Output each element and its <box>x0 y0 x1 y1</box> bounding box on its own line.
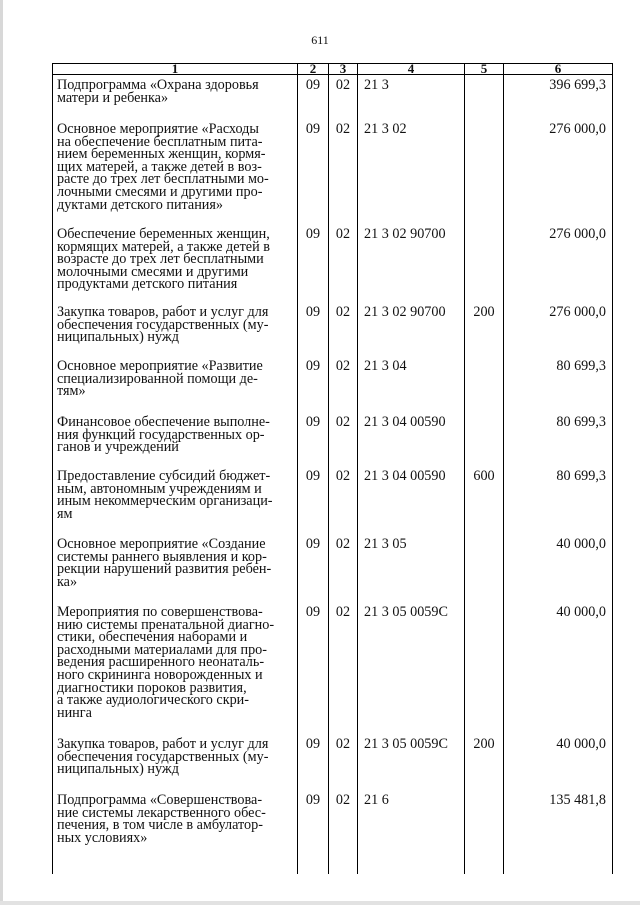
name-line: ганов и учреждений <box>57 439 179 456</box>
target-code-cell: 21 6 <box>358 790 465 874</box>
name-line: Закупка товаров, работ и услуг для <box>57 304 269 320</box>
name-line: ного скрининга новорожденных и <box>57 666 263 683</box>
table-row <box>53 119 613 224</box>
column-header-1: 1 <box>53 64 298 75</box>
name-line: обеспечения государственных (му- <box>57 316 269 333</box>
expense-type-cell <box>465 356 504 412</box>
table-row <box>53 466 613 534</box>
table-row <box>53 602 613 734</box>
subsection-cell: 02 <box>329 734 358 790</box>
row-name-cell <box>53 466 298 534</box>
name-line: обеспечения государственных (му- <box>57 748 269 765</box>
name-line: Основное мероприятие «Развитие <box>57 358 263 374</box>
name-line: Предоставление субсидий бюджет- <box>57 468 271 484</box>
target-code-cell: 21 3 02 <box>358 119 465 224</box>
row-name-cell <box>53 75 298 120</box>
section-cell: 09 <box>298 224 329 302</box>
target-code-cell: 21 3 05 <box>358 534 465 602</box>
name-line: а также аудиологического скри- <box>57 692 250 709</box>
name-line: Финансовое обеспечение выполне- <box>57 414 270 430</box>
row-name-cell <box>53 412 298 466</box>
name-line: молочными смесями и другими <box>57 263 249 280</box>
row-name-cell <box>53 534 298 602</box>
amount-cell: 276 000,0 <box>504 302 613 356</box>
subsection-cell: 02 <box>329 356 358 412</box>
name-line: ным, автономным учреждениям и <box>57 480 262 497</box>
name-line: системы раннего выявления и кор- <box>57 548 267 565</box>
amount-cell: 40 000,0 <box>504 602 613 734</box>
name-line: диагностики пороков развития, <box>57 679 247 696</box>
target-code-cell: 21 3 04 00590 <box>358 412 465 466</box>
table-header-row <box>53 64 613 75</box>
name-line: кормящих матерей, а также детей в <box>57 238 270 255</box>
expense-type-cell: 200 <box>465 302 504 356</box>
row-name-cell <box>53 356 298 412</box>
subsection-cell: 02 <box>329 602 358 734</box>
target-code-cell: 21 3 02 90700 <box>358 302 465 356</box>
name-line: Подпрограмма «Охрана здоровья <box>57 77 259 93</box>
name-line: ния функций государственных ор- <box>57 426 265 443</box>
name-line: дуктами детского питания» <box>57 196 224 213</box>
name-line: ка» <box>57 573 78 590</box>
name-line: продуктами детского питания <box>57 276 238 293</box>
name-line: щих матерей, а также детей в воз- <box>57 158 262 175</box>
name-line: Подпрограмма «Совершенствова- <box>57 792 263 808</box>
expense-type-cell <box>465 412 504 466</box>
name-line: Обеспечение беременных женщин, <box>57 226 270 242</box>
row-name-cell <box>53 790 298 874</box>
name-line: ниципальных) нужд <box>57 761 179 778</box>
name-line: тям» <box>57 383 86 400</box>
expense-type-cell <box>465 119 504 224</box>
section-cell: 09 <box>298 75 329 120</box>
target-code-cell: 21 3 02 90700 <box>358 224 465 302</box>
name-line: Мероприятия по совершенствова- <box>57 604 263 620</box>
name-line: нию системы пренатальной диагно- <box>57 616 275 633</box>
expense-type-cell <box>465 790 504 874</box>
expense-type-cell: 600 <box>465 466 504 534</box>
amount-cell: 135 481,8 <box>504 790 613 874</box>
name-line: нинга <box>57 704 92 721</box>
section-cell: 09 <box>298 119 329 224</box>
subsection-cell: 02 <box>329 224 358 302</box>
row-name-cell <box>53 302 298 356</box>
row-name-cell <box>53 224 298 302</box>
expense-type-cell: 200 <box>465 734 504 790</box>
scan-left-edge <box>0 0 3 905</box>
column-header-3: 3 <box>329 64 358 75</box>
column-header-6: 6 <box>504 64 613 75</box>
subsection-cell: 02 <box>329 466 358 534</box>
subsection-cell: 02 <box>329 412 358 466</box>
name-line: иным некоммерческим организаци- <box>57 493 273 510</box>
budget-table <box>52 63 613 874</box>
name-line: стики, обеспечения наборами и <box>57 629 248 646</box>
section-cell: 09 <box>298 790 329 874</box>
table-row <box>53 302 613 356</box>
amount-cell: 80 699,3 <box>504 466 613 534</box>
subsection-cell: 02 <box>329 75 358 120</box>
amount-cell: 276 000,0 <box>504 224 613 302</box>
table-row <box>53 356 613 412</box>
row-name-cell <box>53 602 298 734</box>
name-line: нием беременных женщин, кормя- <box>57 146 266 163</box>
name-line: возрасте до трех лет бесплатными <box>57 251 264 268</box>
name-line: ведения расширенного неонаталь- <box>57 654 265 671</box>
amount-cell: 80 699,3 <box>504 412 613 466</box>
expense-type-cell <box>465 75 504 120</box>
section-cell: 09 <box>298 302 329 356</box>
name-line: ниципальных) нужд <box>57 329 179 346</box>
name-line: ных условиях» <box>57 829 148 846</box>
amount-cell: 40 000,0 <box>504 534 613 602</box>
table-row <box>53 224 613 302</box>
section-cell: 09 <box>298 412 329 466</box>
name-line: специализированной помощи де- <box>57 370 258 387</box>
amount-cell: 80 699,3 <box>504 356 613 412</box>
expense-type-cell <box>465 224 504 302</box>
expense-type-cell <box>465 534 504 602</box>
target-code-cell: 21 3 04 00590 <box>358 466 465 534</box>
name-line: печения, в том числе в амбулатор- <box>57 817 263 834</box>
name-line: Закупка товаров, работ и услуг для <box>57 736 269 752</box>
table-row <box>53 412 613 466</box>
table-row <box>53 534 613 602</box>
name-line: на обеспечение бесплатным пита- <box>57 133 263 150</box>
table-row <box>53 734 613 790</box>
name-line: лочными смесями и другими про- <box>57 183 263 200</box>
name-line: ям <box>57 505 73 522</box>
name-line: Основное мероприятие «Расходы <box>57 121 259 137</box>
target-code-cell: 21 3 05 0059С <box>358 602 465 734</box>
section-cell: 09 <box>298 734 329 790</box>
amount-cell: 396 699,3 <box>504 75 613 120</box>
column-header-5: 5 <box>465 64 504 75</box>
page-number: 611 <box>311 33 329 47</box>
name-line: расходными материалами для про- <box>57 641 267 658</box>
scan-bottom-edge <box>0 901 640 905</box>
column-header-2: 2 <box>298 64 329 75</box>
table-row <box>53 75 613 120</box>
section-cell: 09 <box>298 466 329 534</box>
subsection-cell: 02 <box>329 302 358 356</box>
target-code-cell: 21 3 04 <box>358 356 465 412</box>
target-code-cell: 21 3 05 0059С <box>358 734 465 790</box>
target-code-cell: 21 3 <box>358 75 465 120</box>
section-cell: 09 <box>298 356 329 412</box>
name-line: рекции нарушений развития ребен- <box>57 561 272 578</box>
name-line: расте до трех лет бесплатными мо- <box>57 171 269 188</box>
table-row <box>53 790 613 874</box>
section-cell: 09 <box>298 602 329 734</box>
column-header-4: 4 <box>358 64 465 75</box>
expense-type-cell <box>465 602 504 734</box>
subsection-cell: 02 <box>329 790 358 874</box>
amount-cell: 40 000,0 <box>504 734 613 790</box>
amount-cell: 276 000,0 <box>504 119 613 224</box>
section-cell: 09 <box>298 534 329 602</box>
name-line: Основное мероприятие «Создание <box>57 536 266 552</box>
name-line: ние системы лекарственного обес- <box>57 804 266 821</box>
subsection-cell: 02 <box>329 534 358 602</box>
subsection-cell: 02 <box>329 119 358 224</box>
row-name-cell <box>53 119 298 224</box>
name-line: матери и ребенка» <box>57 89 169 106</box>
row-name-cell <box>53 734 298 790</box>
